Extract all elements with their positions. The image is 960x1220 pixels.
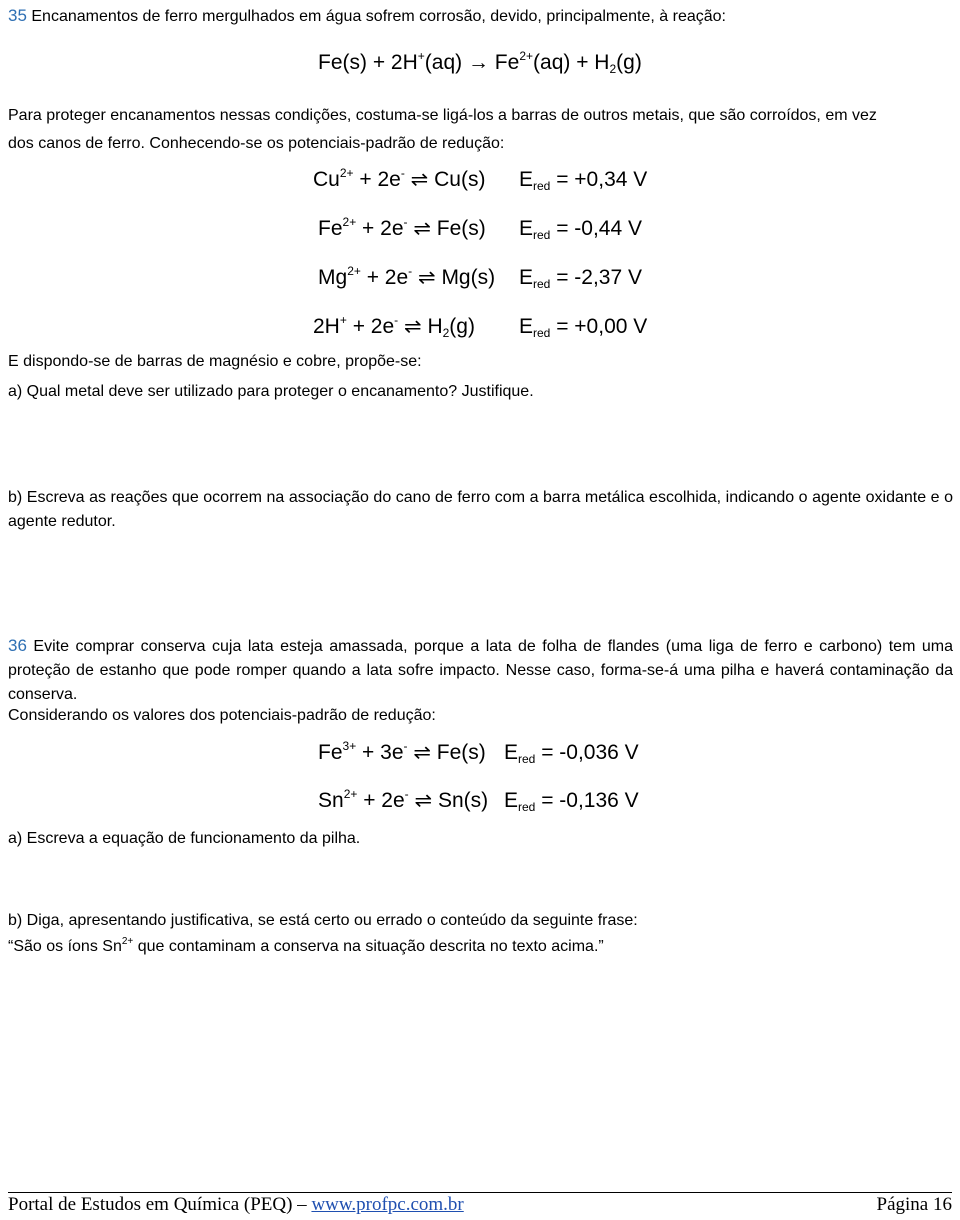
potential-sn: $E_{red} = -0,136$ V xyxy=(504,789,639,814)
equation-mg: $Mg^{2+} + 2e^-$ ⇌ Mg(s) xyxy=(318,264,496,289)
potential-cu: $E_{red} = +0,34$ V xyxy=(519,168,648,193)
potential-h: $E_{red} = +0,00$ V xyxy=(519,315,648,340)
footer-rule xyxy=(8,1192,952,1193)
item-b: b) Diga, apresentando justificativa, se está certo ou errado o conteúdo da seguinte frase: xyxy=(8,912,638,929)
question-intro: Encanamentos de ferro mergulhados em água sofrem corrosão, devido, principalmente, à reação: xyxy=(31,8,726,25)
question-number: 35 xyxy=(8,6,27,25)
quoted-sentence: “São os íons $Sn^{2+}$ que contaminam a conserva na situação descrita no texto acima.” xyxy=(8,936,604,955)
item-b: b) Escreva as reações que ocorrem na associação do cano de ferro com a barra metálica escolhida, indicando o agente oxidante e o agente redutor. xyxy=(8,489,953,530)
question-35-header xyxy=(8,4,726,29)
proposal-text: E dispondo-se de barras de magnésio e cobre, propõe-se: xyxy=(8,353,422,370)
equation-fe3: $Fe^{3+} + 3e^-$ ⇌ Fe(s) xyxy=(318,739,486,764)
potential-fe3: $E_{red} = -0,036$ V xyxy=(504,741,639,766)
equation-h: 2H+ + 2e- ⇌ $H_2(g)$ xyxy=(313,313,475,340)
paragraph-line: Para proteger encanamentos nessas condições, costuma-se ligá-los a barras de outros metais, que são corroídos, em vez xyxy=(8,107,877,124)
item-a: a) Qual metal deve ser utilizado para proteger o encanamento? Justifique. xyxy=(8,383,534,400)
item-a: a) Escreva a equação de funcionamento da pilha. xyxy=(8,830,361,847)
footer-link[interactable]: www.profpc.com.br xyxy=(311,1194,464,1215)
question-number: 36 xyxy=(8,636,27,655)
potential-mg: $E_{red} = -2,37$ V xyxy=(519,266,642,291)
footer-source: Portal de Estudos em Química (PEQ) – xyxy=(8,1194,307,1215)
page-number: Página 16 xyxy=(876,1194,952,1215)
question-36-header xyxy=(8,634,953,707)
equation-cu: $Cu^{2+} + 2e^-$ ⇌ Cu(s) xyxy=(313,166,486,191)
main-reaction: $Fe(s) + 2H^+(aq) \to Fe^{2+}(aq) + H_2(g)$ xyxy=(318,49,642,76)
question-intro: Evite comprar conserva cuja lata esteja amassada, porque a lata de folha de flandes (uma liga de ferro e carbono) tem uma proteção de estanho que pode romper quando a lata sofre impacto. Nesse caso, forma-se-á uma pilha e haverá contaminação da conserva. xyxy=(8,638,953,703)
footer-left xyxy=(8,1194,464,1216)
considering-text: Considerando os valores dos potenciais-padrão de redução: xyxy=(8,707,436,724)
potential-fe: $E_{red} = -0,44$ V xyxy=(519,217,642,242)
paragraph-line: dos canos de ferro. Conhecendo-se os potenciais-padrão de redução: xyxy=(8,135,505,152)
equation-sn: $Sn^{2+} + 2e^-$ ⇌ Sn(s) xyxy=(318,787,489,812)
equation-fe: $Fe^{2+} + 2e^-$ ⇌ Fe(s) xyxy=(318,215,486,240)
